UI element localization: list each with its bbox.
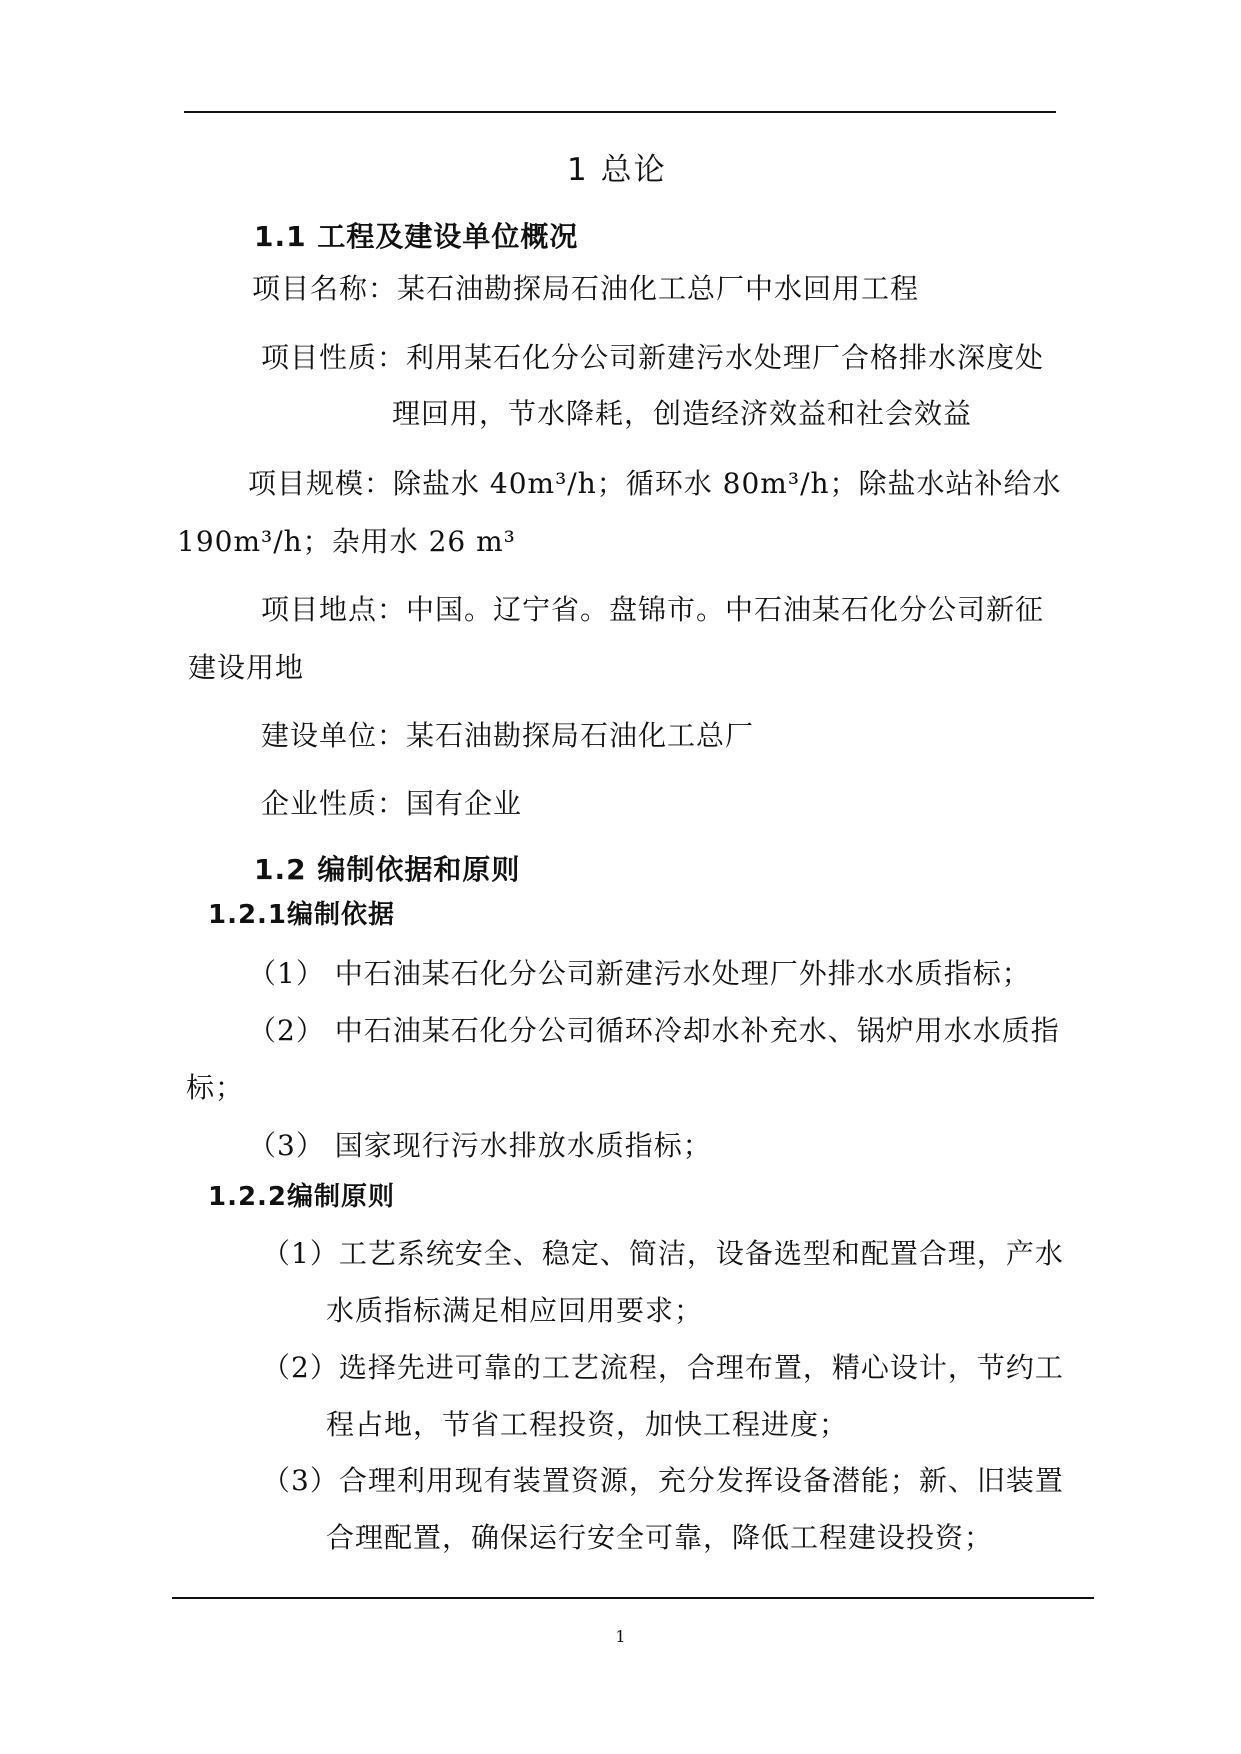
section-heading-1-2-2: 1.2.2编制原则 bbox=[208, 1182, 396, 1212]
section-heading-1-1: 1.1 工程及建设单位概况 bbox=[254, 220, 579, 253]
principle-item-1-line-2: 水质指标满足相应回用要求； bbox=[326, 1294, 704, 1327]
principle-item-2-line-1: （2）选择先进可靠的工艺流程，合理布置，精心设计，节约工 bbox=[262, 1351, 1064, 1384]
project-location-line-1: 项目地点：中国。辽宁省。盘锦市。中石油某石化分公司新征 bbox=[261, 593, 1045, 626]
builder: 建设单位：某石油勘探局石油化工总厂 bbox=[261, 719, 755, 752]
footer-rule bbox=[172, 1597, 1094, 1599]
project-nature-line-2: 理回用，节水降耗，创造经济效益和社会效益 bbox=[392, 397, 973, 430]
basis-item-2-line-2: 标； bbox=[186, 1071, 245, 1104]
basis-item-3: （3） 国家现行污水排放水质指标； bbox=[248, 1129, 712, 1162]
principle-item-2-line-2: 程占地，节省工程投资，加快工程进度； bbox=[326, 1408, 849, 1441]
enterprise-nature: 企业性质：国有企业 bbox=[261, 787, 523, 820]
project-name: 项目名称：某石油勘探局石油化工总厂中水回用工程 bbox=[252, 272, 920, 305]
page-number: 1 bbox=[615, 1627, 626, 1646]
chapter-title: 1 总论 bbox=[567, 152, 667, 188]
project-location-line-2: 建设用地 bbox=[188, 651, 305, 684]
principle-item-3-line-1: （3）合理利用现有装置资源，充分发挥设备潜能；新、旧装置 bbox=[262, 1464, 1064, 1497]
project-scale-line-2: 190m³/h；杂用水 26 m³ bbox=[177, 525, 516, 558]
header-rule bbox=[184, 111, 1056, 113]
section-heading-1-2-1: 1.2.1编制依据 bbox=[208, 900, 396, 930]
principle-item-1-line-1: （1）工艺系统安全、稳定、简洁，设备选型和配置合理，产水 bbox=[262, 1237, 1064, 1270]
project-scale-line-1: 项目规模：除盐水 40m³/h；循环水 80m³/h；除盐水站补给水 bbox=[248, 467, 1062, 500]
project-nature-line-1: 项目性质：利用某石化分公司新建污水处理厂合格排水深度处 bbox=[261, 341, 1045, 374]
basis-item-2-line-1: （2） 中石油某石化分公司循环冷却水补充水、锅炉用水水质指 bbox=[248, 1014, 1060, 1047]
section-heading-1-2: 1.2 编制依据和原则 bbox=[254, 853, 521, 886]
basis-item-1: （1） 中石油某石化分公司新建污水处理厂外排水水质指标； bbox=[248, 957, 1031, 990]
principle-item-3-line-2: 合理配置，确保运行安全可靠，降低工程建设投资； bbox=[326, 1521, 994, 1554]
